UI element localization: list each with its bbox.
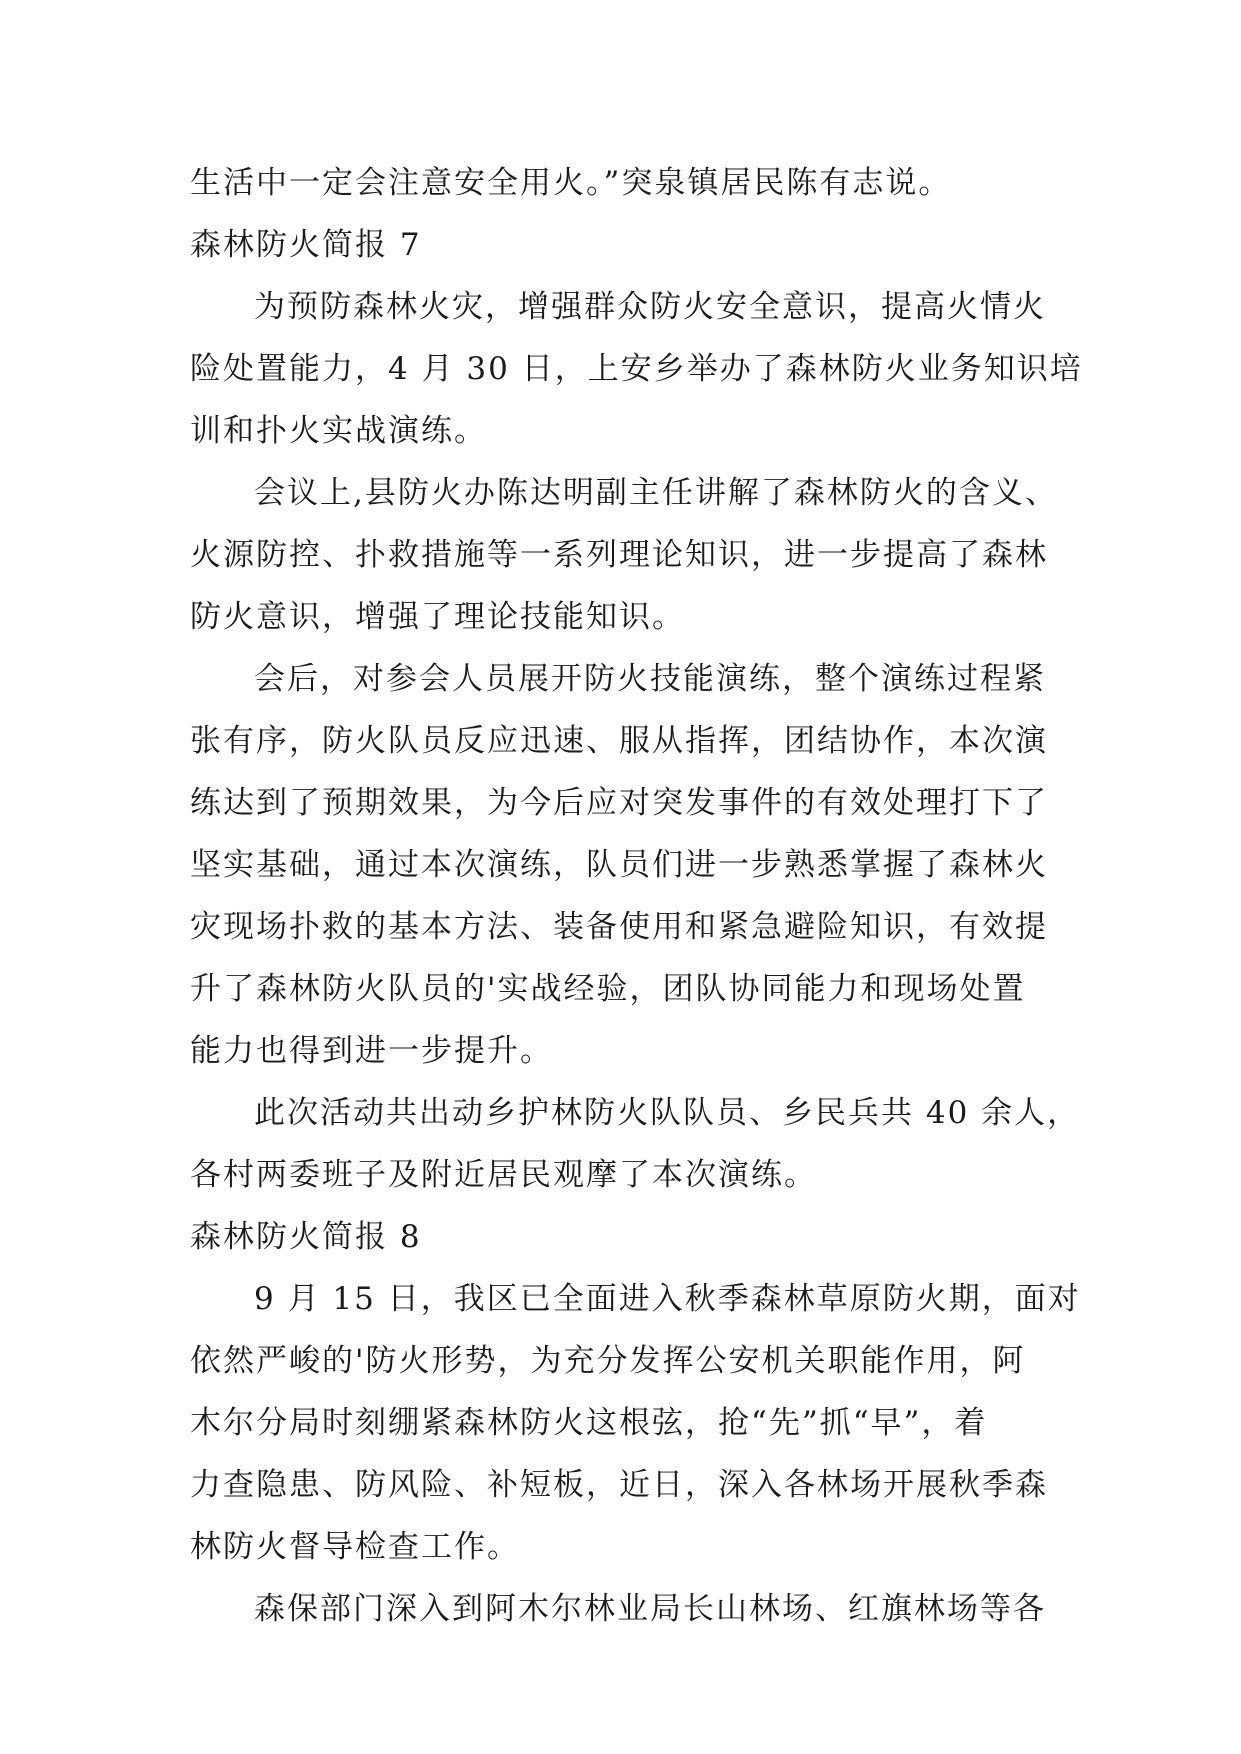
text-line: 火源防控、扑救措施等一系列理论知识，进一步提高了森林 [190,537,1048,573]
text-line: 力查隐患、防风险、补短板，近日，深入各林场开展秋季森 [190,1467,1048,1503]
text-line: 训和扑火实战演练。 [190,413,487,449]
paragraph-first-line: 会议上,县防火办陈达明副主任讲解了森林防火的含义、 [254,475,1058,511]
text-line: 木尔分局时刻绷紧森林防火这根弦，抢“先”抓“早”，着 [190,1405,988,1441]
text-line: 险处置能力，4 月 30 日，上安乡举办了森林防火业务知识培 [190,351,1083,387]
document-page [190,152,1083,1640]
text-line: 依然严峻的'防火形势，为充分发挥公安机关职能作用，阿 [190,1343,1026,1379]
text-line: 升了森林防火队员的'实战经验，团队协同能力和现场处置 [190,971,1026,1007]
section-heading: 森林防火简报 7 [190,227,422,263]
paragraph-first-line: 此次活动共出动乡护林防火队队员、乡民兵共 40 余人， [254,1095,1081,1131]
text-line: 灾现场扑救的基本方法、装备使用和紧急避险知识，有效提 [190,909,1048,945]
text-line: 防火意识，增强了理论技能知识。 [190,599,685,635]
paragraph-first-line: 9 月 15 日，我区已全面进入秋季森林草原防火期，面对 [254,1281,1081,1317]
paragraph-first-line: 会后，对参会人员展开防火技能演练，整个演练过程紧 [254,661,1046,697]
text-line: 坚实基础，通过本次演练，队员们进一步熟悉掌握了森林火 [190,847,1048,883]
text-line: 各村两委班子及附近居民观摩了本次演练。 [190,1157,817,1193]
text-line: 生活中一定会注意安全用火。”突泉镇居民陈有志说。 [190,165,952,201]
paragraph-first-line: 为预防森林火灾，增强群众防火安全意识，提高火情火 [254,289,1046,325]
text-line: 练达到了预期效果，为今后应对突发事件的有效处理打下了 [190,785,1048,821]
section-heading: 森林防火简报 8 [190,1219,422,1255]
text-line: 张有序，防火队员反应迅速、服从指挥，团结协作，本次演 [190,723,1048,759]
paragraph-first-line: 森保部门深入到阿木尔林业局长山林场、红旗林场等各 [254,1591,1046,1627]
text-line: 能力也得到进一步提升。 [190,1033,553,1069]
text-line: 林防火督导检查工作。 [190,1529,520,1565]
